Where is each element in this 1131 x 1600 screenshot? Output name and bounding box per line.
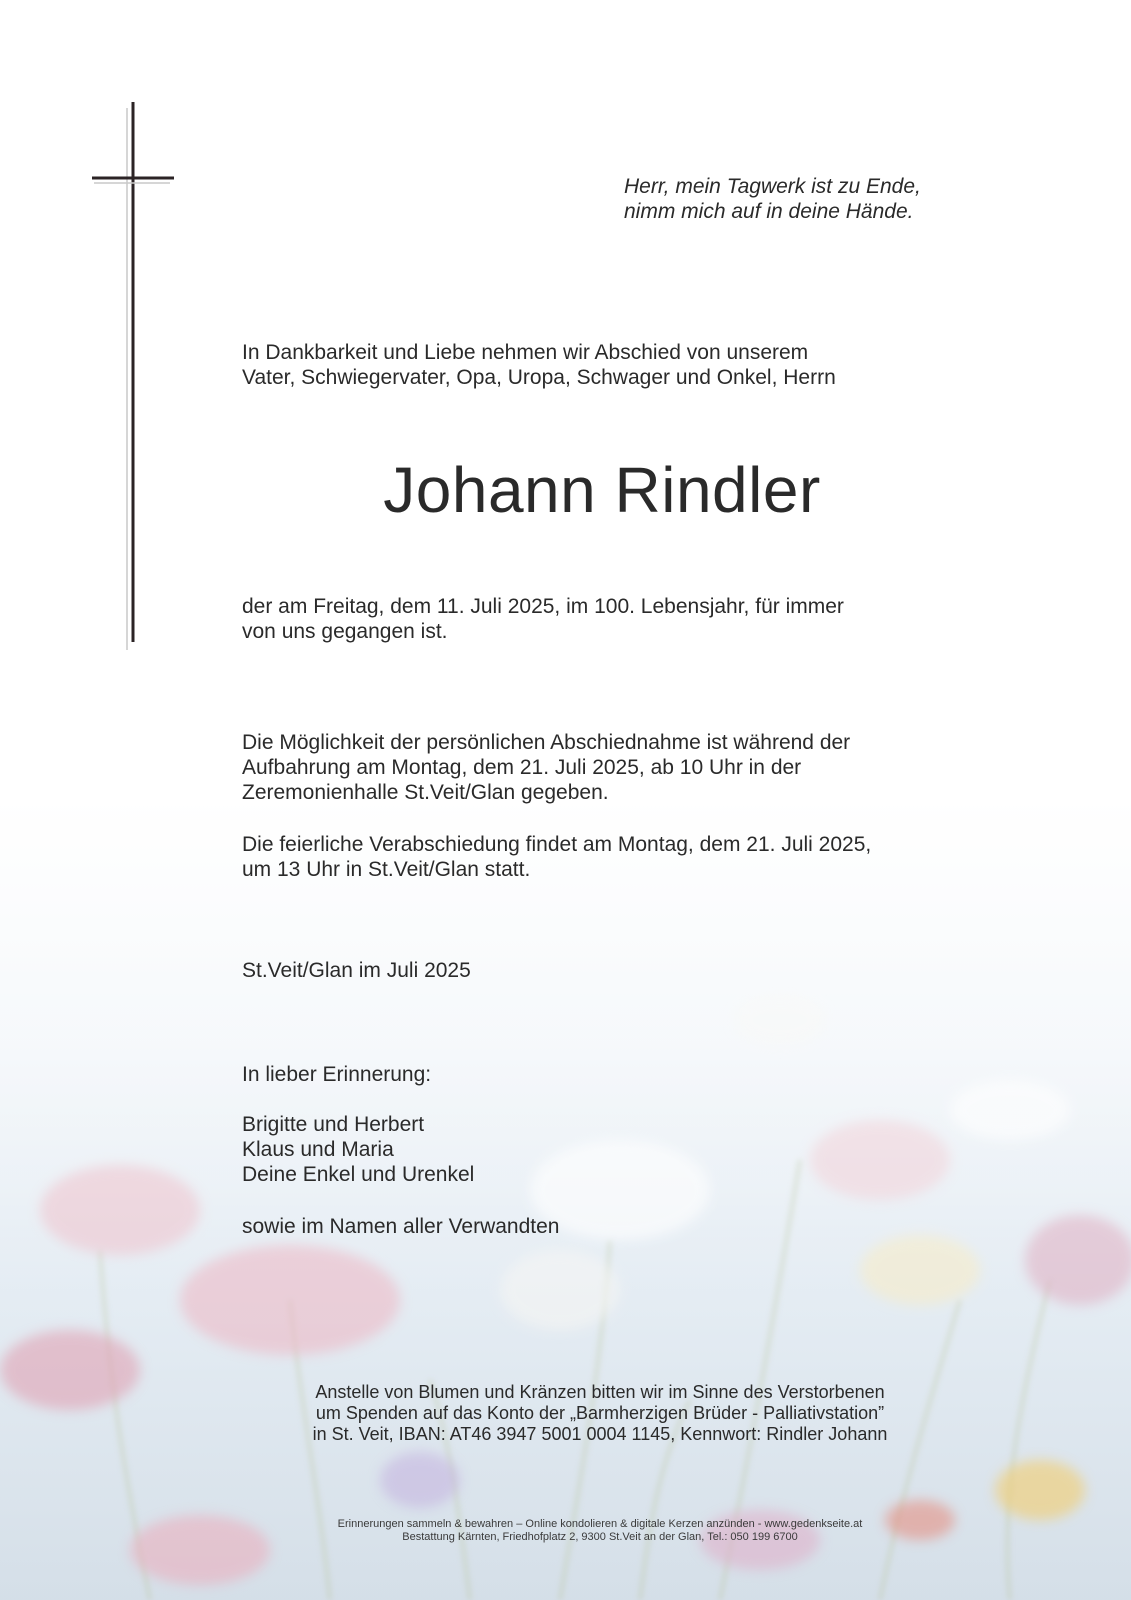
- ceremony-paragraph: [242, 832, 962, 882]
- intro-line: Vater, Schwiegervater, Opa, Uropa, Schwager und Onkel, Herrn: [242, 366, 836, 389]
- donation-line: Anstelle von Blumen und Kränzen bitten wir im Sinne des Verstorbenen: [315, 1382, 885, 1402]
- mourner-name: Brigitte und Herbert: [242, 1113, 425, 1136]
- mourner-name: Klaus und Maria: [242, 1138, 394, 1161]
- funeral-home-footer: [220, 1518, 980, 1544]
- motto-line: Herr, mein Tagwerk ist zu Ende,: [624, 175, 921, 198]
- intro-paragraph: [242, 340, 962, 390]
- remembrance-heading: In lieber Erinnerung:: [242, 1063, 432, 1086]
- viewing-line: Aufbahrung am Montag, dem 21. Juli 2025, ab 10 Uhr in der: [242, 756, 802, 779]
- motto-line: nimm mich auf in deine Hände.: [624, 200, 914, 223]
- viewing-line: Zeremonienhalle St.Veit/Glan gegeben.: [242, 781, 609, 804]
- place-date: St.Veit/Glan im Juli 2025: [242, 959, 471, 982]
- deceased-name: Johann Rindler: [383, 454, 821, 526]
- death-notice-paragraph: [242, 594, 962, 644]
- footer-line: Erinnerungen sammeln & bewahren – Online kondolieren & digitale Kerzen anzünden - www.gedenkseite.at: [337, 1518, 863, 1530]
- remembrance-closing: sowie im Namen aller Verwandten: [242, 1215, 560, 1238]
- mourners-list: [242, 1112, 962, 1187]
- death-notice-line: der am Freitag, dem 11. Juli 2025, im 100. Lebensjahr, für immer: [242, 595, 844, 618]
- cross-icon: [0, 0, 200, 660]
- footer-line: Bestattung Kärnten, Friedhofplatz 2, 9300 St.Veit an der Glan, Tel.: 050 199 6700: [402, 1531, 798, 1543]
- mourner-name: Deine Enkel und Urenkel: [242, 1163, 475, 1186]
- motto-verse: [624, 174, 1044, 224]
- ceremony-line: um 13 Uhr in St.Veit/Glan statt.: [242, 858, 531, 881]
- death-notice-line: von uns gegangen ist.: [242, 620, 448, 643]
- donation-line: um Spenden auf das Konto der „Barmherzigen Brüder - Palliativstation”: [315, 1403, 885, 1423]
- viewing-line: Die Möglichkeit der persönlichen Abschiednahme ist während der: [242, 731, 851, 754]
- intro-line: In Dankbarkeit und Liebe nehmen wir Abschied von unserem: [242, 341, 809, 364]
- viewing-paragraph: [242, 730, 962, 805]
- donation-line: in St. Veit, IBAN: AT46 3947 5001 0004 1145, Kennwort: Rindler Johann: [312, 1424, 888, 1444]
- ceremony-line: Die feierliche Verabschiedung findet am Montag, dem 21. Juli 2025,: [242, 833, 872, 856]
- donation-request: [220, 1382, 980, 1445]
